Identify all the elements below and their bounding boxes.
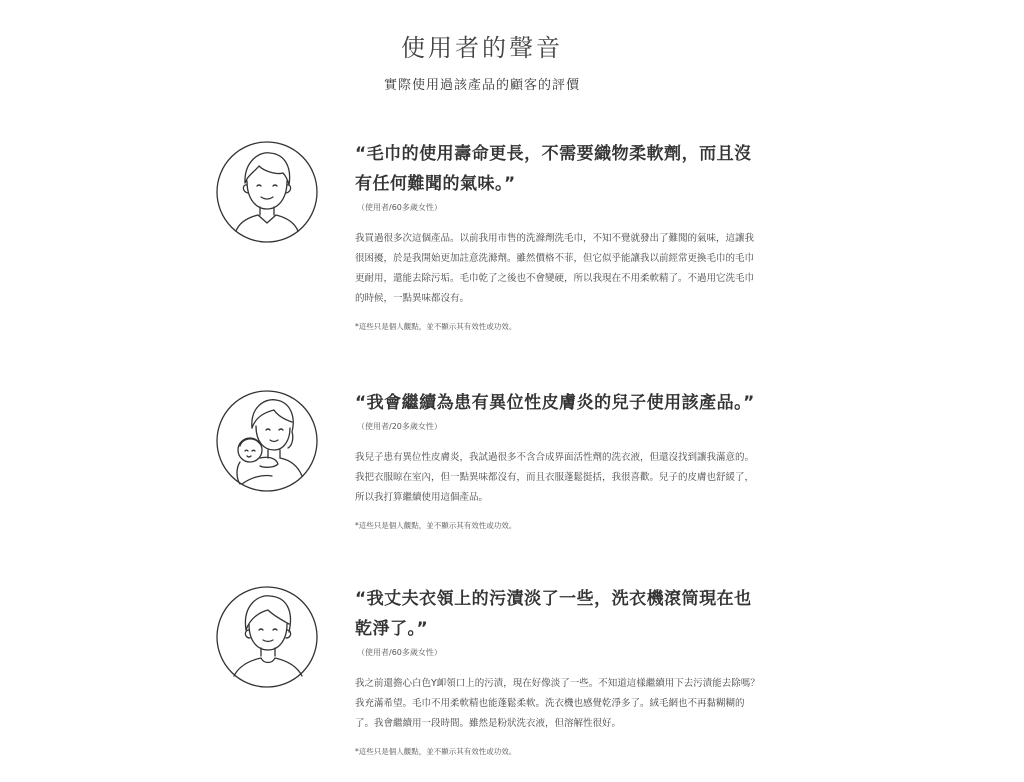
testimonial-author: （使用者/20多歲女性） [357, 422, 442, 431]
testimonial-disclaimer: *這些只是個人觀點，並不顯示其有效性或功效。 [355, 747, 517, 756]
testimonial-body: 我買過很多次這個產品。以前我用市售的洗滌劑洗毛巾，不知不覺就發出了難聞的氣味，這讓我很困擾，於是我開始更加註意洗滌劑。雖然價格不菲，但它似乎能讓我以前經常更換毛巾的毛巾更耐用，還能去除污垢。毛巾乾了之後也不會變硬，所以我現在不用柔軟精了。不過用它洗毛巾的時候，一點異味都沒有。 [355, 233, 755, 304]
woman-bob-hair-icon [214, 584, 320, 690]
testimonial-disclaimer: *這些只是個人觀點，並不顯示其有效性或功效。 [355, 322, 517, 331]
testimonial-disclaimer: *這些只是個人觀點，並不顯示其有效性或功效。 [355, 521, 517, 530]
page-subtitle: 實際使用過該產品的顧客的評價 [383, 78, 580, 93]
mother-with-child-icon [214, 388, 320, 494]
testimonial-content [355, 139, 760, 332]
testimonial-author: （使用者/60多歲女性） [357, 203, 442, 212]
testimonial-content [355, 584, 760, 757]
testimonial-quote: “毛巾的使用壽命更長，不需要織物柔軟劑，而且沒有任何難聞的氣味。” [355, 144, 752, 194]
testimonial-body: 我兒子患有異位性皮膚炎，我試過很多不含合成界面活性劑的洗衣液，但還沒找到讓我滿意的。我把衣服晾在室內，但一點異味都沒有，而且衣服蓬鬆挺括，我很喜歡。兒子的皮膚也舒緩了，所以我打算繼續使用這個產品。 [355, 452, 755, 503]
testimonial-body: 我之前還擔心白色Y卹領口上的污漬，現在好像淡了一些。不知道這樣繼續用下去污漬能去除嗎？我充滿希望。毛巾不用柔軟精也能蓬鬆柔軟。洗衣機也感覺乾淨多了。絨毛網也不再黏糊糊的了。我會繼續用一段時間。雖然是粉狀洗衣液，但溶解性很好。 [355, 678, 760, 729]
testimonial-quote: “我會繼續為患有異位性皮膚炎的兒子使用該產品。” [355, 393, 755, 413]
testimonial-content [355, 388, 760, 531]
woman-short-hair-icon [214, 139, 320, 245]
testimonial-author: （使用者/60多歲女性） [357, 648, 442, 657]
page-title: 使用者的聲音 [401, 34, 563, 62]
testimonial-quote: “我丈夫衣領上的污漬淡了一些，洗衣機滾筒現在也乾淨了。” [355, 589, 752, 639]
